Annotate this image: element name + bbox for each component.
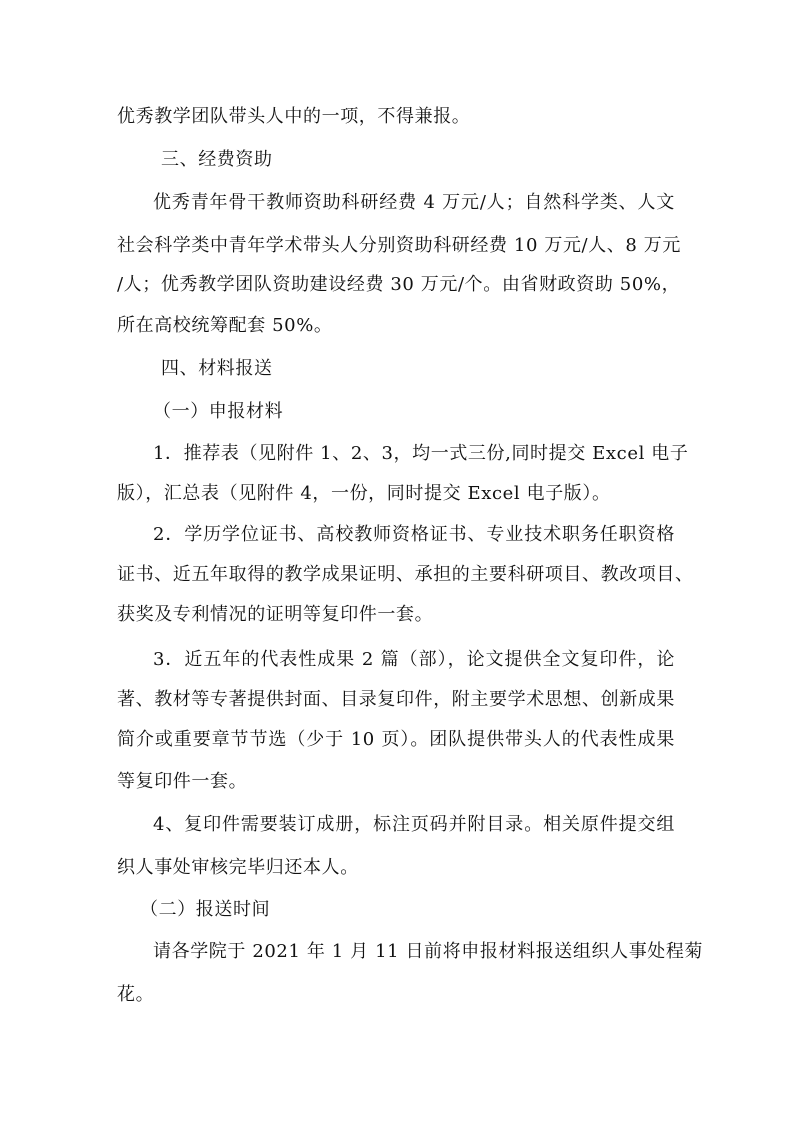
paragraph-line: 3．近五年的代表性成果 2 篇（部），论文提供全文复印件，论 xyxy=(153,649,675,670)
paragraph-line: 等复印件一套。 xyxy=(117,771,248,792)
paragraph-line: 请各学院于 2021 年 1 月 11 日前将申报材料报送组织人事处程菊 xyxy=(153,941,704,962)
text-line: 优秀教学团队带头人中的一项，不得兼报。 xyxy=(117,106,471,127)
paragraph-line: 所在高校统筹配套 50%。 xyxy=(117,315,333,336)
paragraph-line: 证书、近五年取得的教学成果证明、承担的主要科研项目、教改项目、 xyxy=(117,564,694,585)
paragraph-line: 优秀青年骨干教师资助科研经费 4 万元/人；自然科学类、人文 xyxy=(153,192,675,213)
section-heading: 三、经费资助 xyxy=(161,149,273,170)
paragraph-line: 社会科学类中青年学术带头人分别资助科研经费 10 万元/人、8 万元 xyxy=(117,235,681,256)
section-heading: 四、材料报送 xyxy=(161,358,273,379)
paragraph-line: 花。 xyxy=(117,984,155,1005)
paragraph-line: 4、复印件需要装订成册，标注页码并附目录。相关原件提交组 xyxy=(153,814,675,835)
subsection-heading: （一）申报材料 xyxy=(153,401,284,422)
paragraph-line: 版），汇总表（见附件 4，一份，同时提交 Excel 电子版）。 xyxy=(117,483,611,504)
paragraph-line: 著、教材等专著提供封面、目录复印件，附主要学术思想、创新成果 xyxy=(117,689,675,710)
paragraph-line: 简介或重要章节节选（少于 10 页）。团队提供带头人的代表性成果 xyxy=(117,729,675,750)
paragraph-line: 获奖及专利情况的证明等复印件一套。 xyxy=(117,604,434,625)
paragraph-line: 2．学历学位证书、高校教师资格证书、专业技术职务任职资格 xyxy=(153,524,675,545)
paragraph-line: 1．推荐表（见附件 1、2、3，均一式三份,同时提交 Excel 电子 xyxy=(153,443,689,464)
subsection-heading: （二）报送时间 xyxy=(140,899,271,920)
paragraph-line: /人；优秀教学团队资助建设经费 30 万元/个。由省财政资助 50%， xyxy=(117,274,681,295)
paragraph-line: 织人事处审核完毕归还本人。 xyxy=(117,857,359,878)
